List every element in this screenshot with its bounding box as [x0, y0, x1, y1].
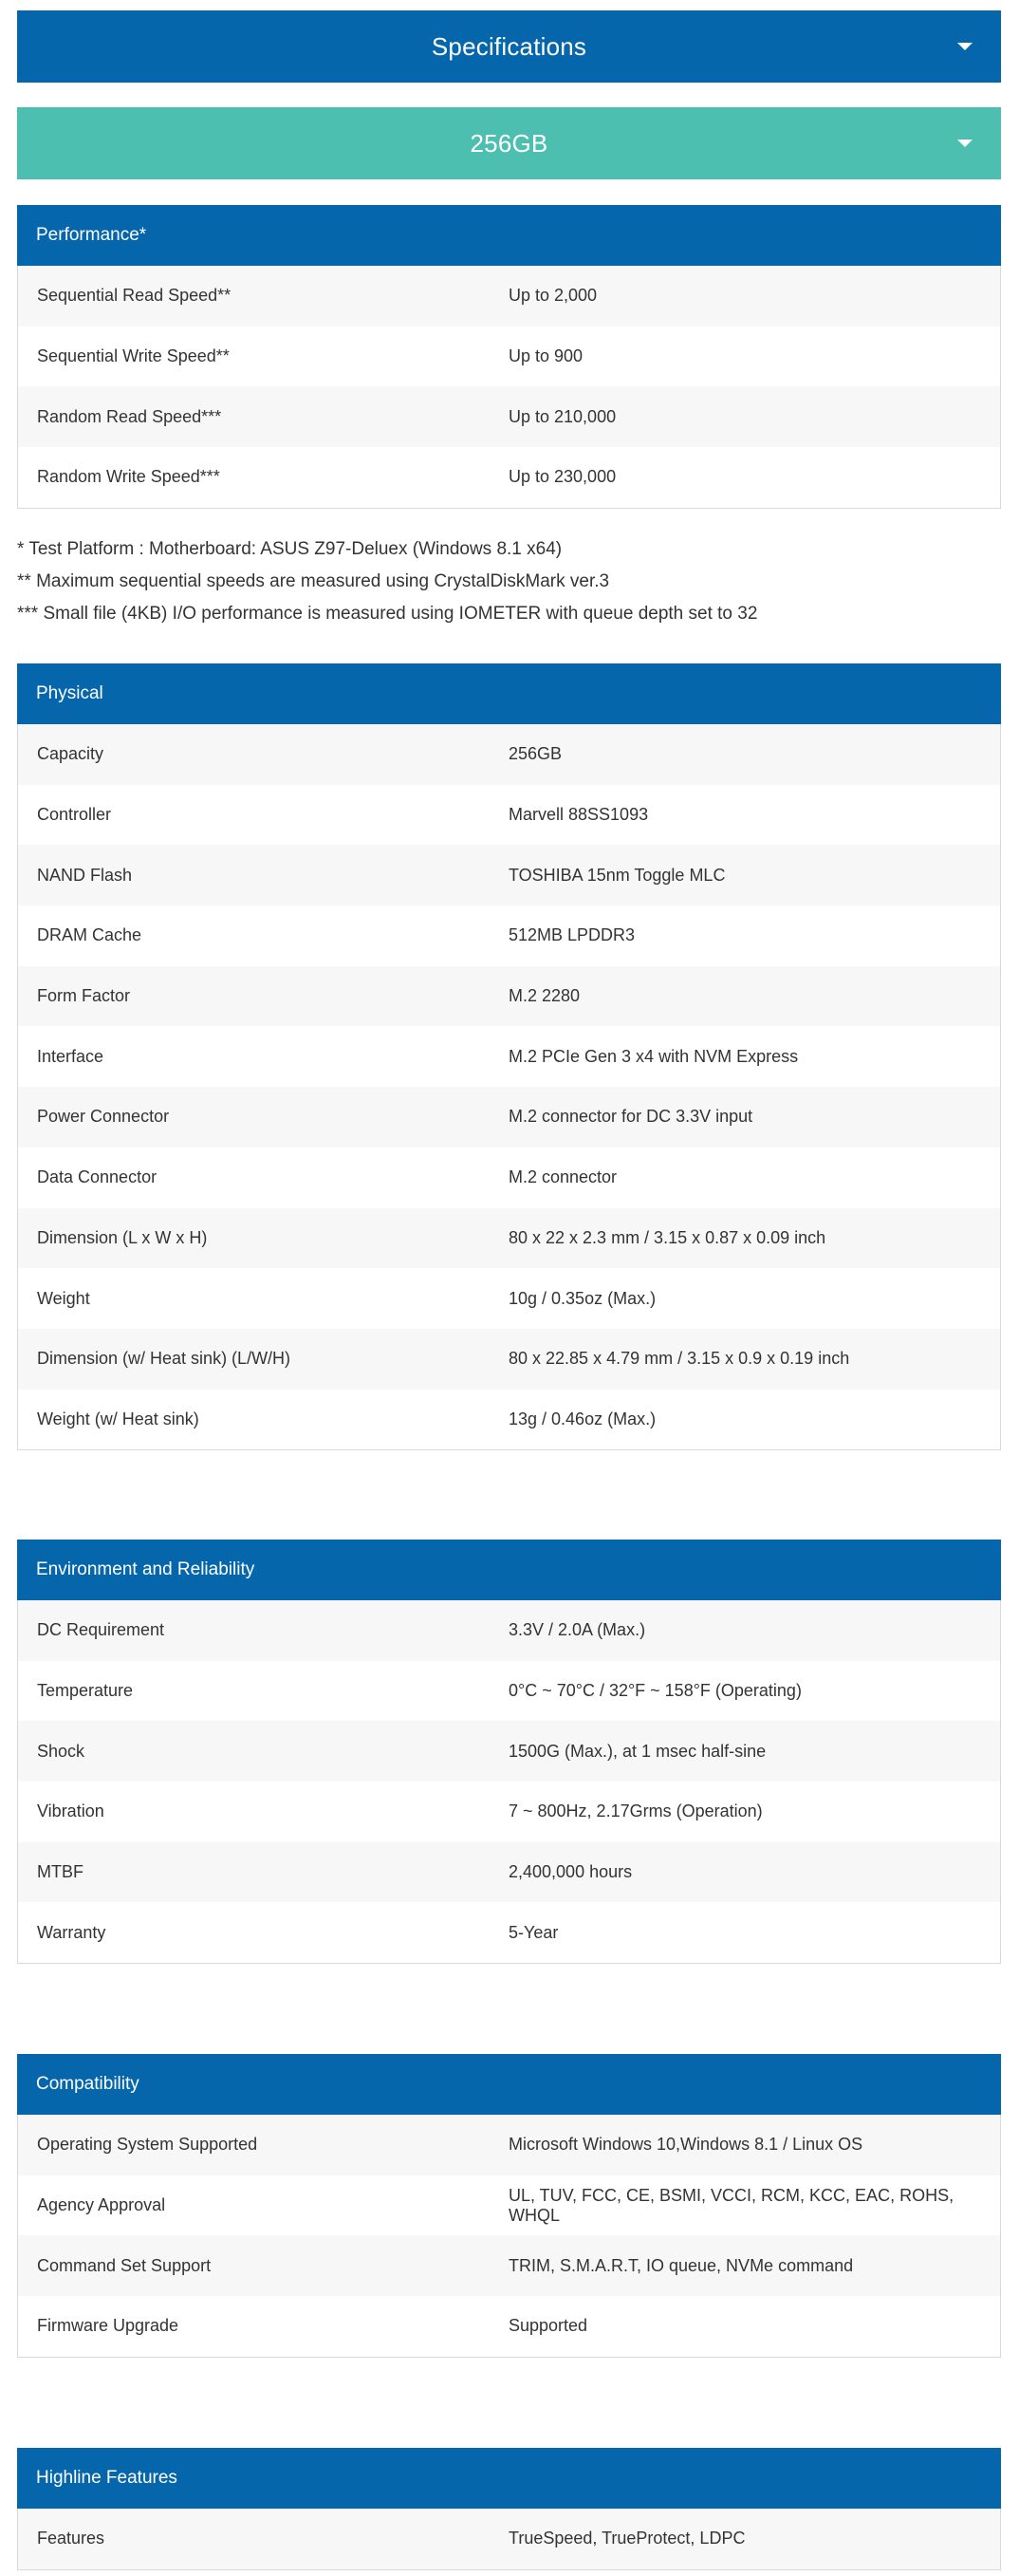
row-label: Agency Approval	[37, 2195, 166, 2215]
performance-table-header: Performance*	[17, 205, 1001, 266]
table-row	[18, 1148, 1000, 1208]
features-table-body	[18, 2509, 1000, 2569]
environment-table-header: Environment and Reliability	[17, 1540, 1001, 1600]
row-label: Interface	[37, 1046, 104, 1066]
row-value: 256GB	[509, 744, 563, 764]
table-row	[18, 1902, 1000, 1963]
row-label: NAND Flash	[37, 865, 133, 885]
caret-down-icon	[957, 43, 973, 50]
row-label: Capacity	[37, 744, 104, 764]
row-label: Command Set Support	[37, 2255, 212, 2275]
row-value: 13g / 0.46oz (Max.)	[509, 1409, 657, 1428]
row-value: 5-Year	[509, 1922, 559, 1942]
row-value: TrueSpeed, TrueProtect, LDPC	[509, 2529, 746, 2548]
performance-table-body	[18, 266, 1000, 508]
row-label: Dimension (w/ Heat sink) (L/W/H)	[37, 1349, 291, 1369]
row-label: Controller	[37, 805, 112, 825]
capacity-dropdown-label: 256GB	[470, 128, 548, 158]
row-label: Shock	[37, 1741, 85, 1761]
table-row	[18, 1390, 1000, 1450]
environment-table-body	[18, 1600, 1000, 1963]
row-value: 10g / 0.35oz (Max.)	[509, 1288, 657, 1308]
row-label: DC Requirement	[37, 1620, 165, 1640]
compatibility-table-header: Compatibility	[17, 2054, 1001, 2115]
row-label: Sequential Read Speed**	[37, 286, 232, 306]
physical-table	[17, 663, 1001, 1450]
row-label: Random Write Speed***	[37, 467, 220, 487]
footnote: *** Small file (4KB) I/O performance is measured using IOMETER with queue depth set to 32	[17, 604, 758, 624]
row-value: 512MB LPDDR3	[509, 925, 636, 945]
footnotes	[17, 533, 1001, 630]
table-row	[18, 1661, 1000, 1722]
table-row	[18, 1600, 1000, 1661]
row-value: TOSHIBA 15nm Toggle MLC	[509, 865, 726, 885]
row-label: Warranty	[37, 1922, 106, 1942]
row-value: 7 ~ 800Hz, 2.17Grms (Operation)	[509, 1801, 763, 1821]
row-value: M.2 connector	[509, 1167, 618, 1187]
performance-table	[17, 205, 1001, 509]
capacity-dropdown[interactable]	[17, 107, 1001, 179]
row-value: M.2 connector for DC 3.3V input	[509, 1107, 753, 1127]
row-label: Weight	[37, 1288, 90, 1308]
row-label: DRAM Cache	[37, 925, 142, 945]
table-row	[18, 785, 1000, 846]
row-value: Up to 210,000	[509, 406, 617, 426]
table-row	[18, 1268, 1000, 1329]
table-row	[18, 2296, 1000, 2357]
specifications-dropdown-label: Specifications	[431, 31, 587, 61]
table-row	[18, 1329, 1000, 1390]
compatibility-table-body	[18, 2115, 1000, 2357]
features-table-header: Highline Features	[17, 2448, 1001, 2509]
row-label: MTBF	[37, 1862, 83, 1882]
table-row	[18, 447, 1000, 508]
physical-table-body	[18, 724, 1000, 1449]
row-label: Features	[37, 2529, 105, 2548]
table-row	[18, 845, 1000, 905]
row-label: Dimension (L x W x H)	[37, 1227, 208, 1247]
table-row	[18, 2175, 1000, 2236]
table-row	[18, 2509, 1000, 2569]
table-row	[18, 1721, 1000, 1782]
row-label: Firmware Upgrade	[37, 2316, 179, 2336]
table-row	[18, 266, 1000, 327]
compatibility-table	[17, 2054, 1001, 2358]
table-row	[18, 966, 1000, 1027]
row-value: Supported	[509, 2316, 588, 2336]
specifications-dropdown[interactable]	[17, 10, 1001, 83]
row-value: UL, TUV, FCC, CE, BSMI, VCCI, RCM, KCC, EAC, ROHS, WHQL	[509, 2185, 954, 2225]
row-label: Vibration	[37, 1801, 104, 1821]
row-value: Up to 2,000	[509, 286, 598, 306]
row-value: Up to 230,000	[509, 467, 617, 487]
row-value: 80 x 22 x 2.3 mm / 3.15 x 0.87 x 0.09 inch	[509, 1227, 826, 1247]
features-table	[17, 2448, 1001, 2570]
caret-down-icon	[957, 140, 973, 147]
table-row	[18, 1087, 1000, 1148]
footnote: * Test Platform : Motherboard: ASUS Z97-Deluex (Windows 8.1 x64)	[17, 539, 563, 559]
row-value: Up to 900	[509, 346, 584, 366]
row-value: M.2 PCIe Gen 3 x4 with NVM Express	[509, 1046, 799, 1066]
row-label: Operating System Supported	[37, 2135, 258, 2155]
table-row	[18, 2235, 1000, 2296]
row-label: Form Factor	[37, 986, 131, 1006]
row-value: 3.3V / 2.0A (Max.)	[509, 1620, 646, 1640]
physical-table-header: Physical	[17, 663, 1001, 724]
table-row	[18, 1026, 1000, 1087]
row-value: Microsoft Windows 10,Windows 8.1 / Linux OS	[509, 2135, 863, 2155]
row-label: Sequential Write Speed**	[37, 346, 230, 366]
row-label: Weight (w/ Heat sink)	[37, 1409, 199, 1428]
row-label: Power Connector	[37, 1107, 170, 1127]
row-label: Random Read Speed***	[37, 406, 222, 426]
table-row	[18, 1782, 1000, 1842]
table-row	[18, 327, 1000, 387]
row-value: TRIM, S.M.A.R.T, IO queue, NVMe command	[509, 2255, 854, 2275]
table-row	[18, 724, 1000, 785]
table-row	[18, 1842, 1000, 1903]
environment-table	[17, 1540, 1001, 1964]
row-value: 0°C ~ 70°C / 32°F ~ 158°F (Operating)	[509, 1681, 802, 1701]
row-value: 1500G (Max.), at 1 msec half-sine	[509, 1741, 767, 1761]
table-row	[18, 905, 1000, 966]
table-row	[18, 386, 1000, 447]
table-row	[18, 1208, 1000, 1269]
row-value: 2,400,000 hours	[509, 1862, 633, 1882]
row-value: 80 x 22.85 x 4.79 mm / 3.15 x 0.9 x 0.19 inch	[509, 1349, 850, 1369]
row-label: Temperature	[37, 1681, 134, 1701]
row-value: Marvell 88SS1093	[509, 805, 649, 825]
footnote: ** Maximum sequential speeds are measured using CrystalDiskMark ver.3	[17, 571, 610, 591]
row-label: Data Connector	[37, 1167, 157, 1187]
row-value: M.2 2280	[509, 986, 581, 1006]
table-row	[18, 2115, 1000, 2175]
